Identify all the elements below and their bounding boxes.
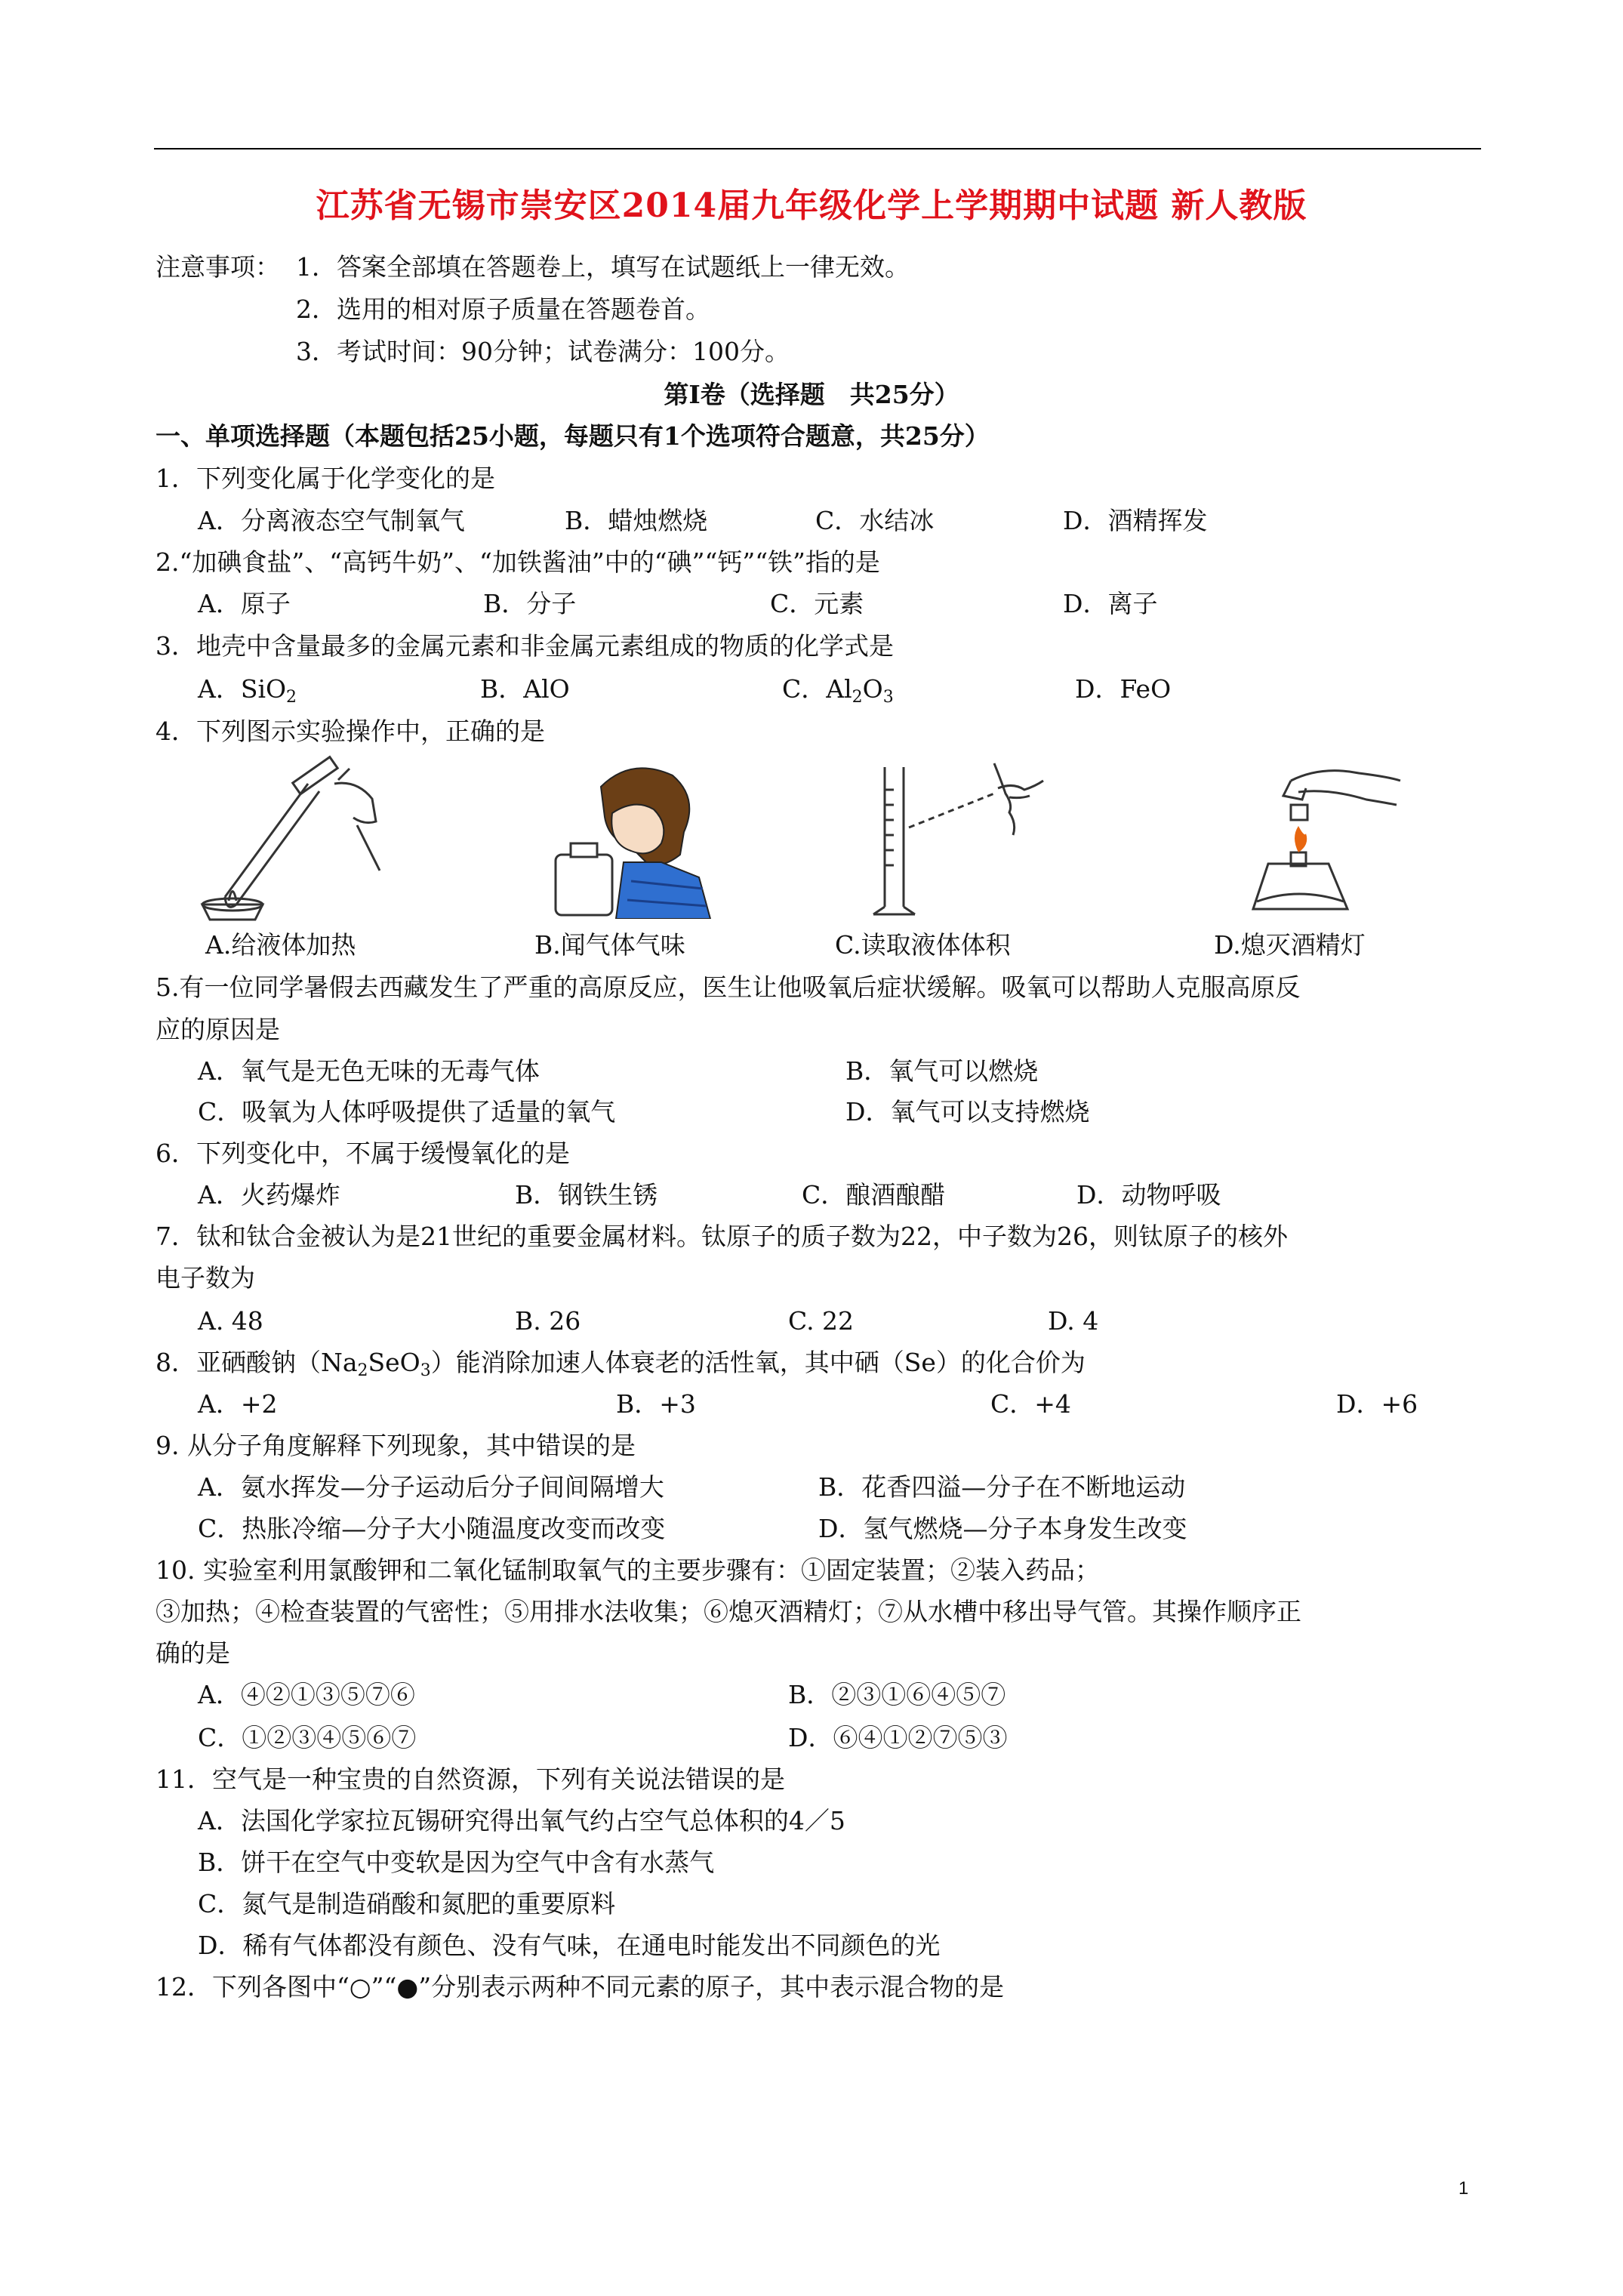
q1-stem: 1．下列变化属于化学变化的是 xyxy=(156,464,495,493)
q7-option-b: B. 26 xyxy=(515,1306,581,1336)
q1-option-a: A．分离液态空气制氧气 xyxy=(198,506,465,535)
page-number: 1 xyxy=(1458,2178,1469,2199)
q9-stem: 9. 从分子角度解释下列现象，其中错误的是 xyxy=(156,1431,636,1460)
q5-option-a: A．氧气是无色无味的无毒气体 xyxy=(198,1056,540,1086)
q8-option-a: A．+2 xyxy=(198,1389,278,1419)
q3-option-b: B．AlO xyxy=(480,674,570,704)
q3-option-d: D．FeO xyxy=(1075,674,1172,704)
q10-stem-line1: 10. 实验室利用氯酸钾和二氧化锰制取氧气的主要步骤有：①固定装置；②装入药品； xyxy=(156,1555,1100,1585)
q3-option-a: A．SiO$_2$ xyxy=(198,674,297,707)
header-rule xyxy=(154,148,1481,149)
q8-option-d: D．+6 xyxy=(1336,1389,1418,1419)
q2-option-a: A．原子 xyxy=(198,589,291,618)
q6-option-b: B．钢铁生锈 xyxy=(515,1180,658,1210)
q12-stem: 12．下列各图中“○”“●”分别表示两种不同元素的原子，其中表示混合物的是 xyxy=(156,1972,1005,2002)
q10-option-c: C．①②③④⑤⑥⑦ xyxy=(198,1723,417,1752)
q6-option-d: D．动物呼吸 xyxy=(1076,1180,1221,1210)
q5-stem-line2: 应的原因是 xyxy=(156,1015,280,1044)
notes-label: 注意事项： xyxy=(156,252,280,282)
q9-option-d: D．氢气燃烧—分子本身发生改变 xyxy=(818,1514,1187,1543)
q8-stem: 8．亚硒酸钠$(Na_2SeO_3)$能消除加速人体衰老的活性氧，其中硒（Se）的化合价为 xyxy=(156,1348,1086,1380)
q1-option-c: C．水结冰 xyxy=(815,506,935,535)
q9-option-a: A．氨水挥发—分子运动后分子间间隔增大 xyxy=(198,1472,664,1502)
page-title: 江苏省无锡市崇安区2014届九年级化学上学期期中试题 新人教版 xyxy=(316,186,1307,225)
q1-option-b: B．蜡烛燃烧 xyxy=(565,506,708,535)
q7-option-c: C. 22 xyxy=(788,1306,855,1336)
q4-option-a: A.给液体加热 xyxy=(205,930,356,960)
q9-option-b: B．花香四溢—分子在不断地运动 xyxy=(818,1472,1186,1502)
q2-stem: 2.“加碘食盐”、“高钙牛奶”、“加铁酱油”中的“碘”“钙”“铁”指的是 xyxy=(156,547,880,577)
note-3: 3．考试时间：90分钟；试卷满分：100分。 xyxy=(296,337,790,366)
q2-option-c: C．元素 xyxy=(770,589,864,618)
q5-option-c: C．吸氧为人体呼吸提供了适量的氧气 xyxy=(198,1097,616,1126)
q10-option-a: A．④②①③⑤⑦⑥ xyxy=(198,1680,415,1709)
part-title: 一、单项选择题（本题包括25小题，每题只有1个选项符合题意，共25分） xyxy=(156,421,990,451)
q10-option-d: D．⑥④①②⑦⑤③ xyxy=(788,1723,1008,1752)
q6-option-c: C．酿酒酿醋 xyxy=(802,1180,946,1210)
figure-heating-liquid xyxy=(195,754,391,923)
figure-smelling-gas xyxy=(548,757,714,919)
q7-option-a: A. 48 xyxy=(198,1306,263,1336)
q11-option-b: B．饼干在空气中变软是因为空气中含有水蒸气 xyxy=(198,1848,715,1877)
section-title: 第Ⅰ卷（选择题 共25分） xyxy=(664,380,959,409)
q3-stem: 3．地壳中含量最多的金属元素和非金属元素组成的物质的化学式是 xyxy=(156,631,894,661)
q5-option-d: D．氧气可以支持燃烧 xyxy=(845,1097,1090,1126)
q2-option-d: D．离子 xyxy=(1063,589,1158,618)
q8-option-b: B．+3 xyxy=(616,1389,696,1419)
note-2: 2．选用的相对原子质量在答题卷首。 xyxy=(296,294,710,324)
q5-option-b: B．氧气可以燃烧 xyxy=(845,1056,1039,1086)
q3-option-c: C．$Al_2O_3$ xyxy=(782,674,894,707)
q11-option-d: D．稀有气体都没有颜色、没有气味，在通电时能发出不同颜色的光 xyxy=(198,1931,941,1960)
note-1: 1．答案全部填在答题卷上，填写在试题纸上一律无效。 xyxy=(296,252,910,282)
q4-option-c: C.读取液体体积 xyxy=(835,930,1011,960)
q5-stem-line1: 5.有一位同学暑假去西藏发生了严重的高原反应，医生让他吸氧后症状缓解。吸氧可以帮助人克服高原反 xyxy=(156,972,1301,1002)
q7-option-d: D. 4 xyxy=(1048,1306,1099,1336)
q10-option-b: B．②③①⑥④⑤⑦ xyxy=(788,1680,1006,1709)
q4-stem: 4．下列图示实验操作中，正确的是 xyxy=(156,717,545,746)
q8-option-c: C．+4 xyxy=(990,1389,1071,1419)
q11-stem: 11．空气是一种宝贵的自然资源，下列有关说法错误的是 xyxy=(156,1764,785,1794)
q4-option-b: B.闻气体气味 xyxy=(534,930,685,960)
q6-stem: 6．下列变化中，不属于缓慢氧化的是 xyxy=(156,1139,570,1168)
q6-option-a: A．火药爆炸 xyxy=(198,1180,340,1210)
q11-option-a: A．法国化学家拉瓦锡研究得出氧气约占空气总体积的4／5 xyxy=(198,1806,845,1835)
q2-option-b: B．分子 xyxy=(483,589,577,618)
figure-reading-cylinder xyxy=(862,752,1058,924)
q7-stem-line2: 电子数为 xyxy=(156,1263,255,1293)
q9-option-c: C．热胀冷缩—分子大小随温度改变而改变 xyxy=(198,1514,666,1543)
q1-option-d: D．酒精挥发 xyxy=(1063,506,1208,535)
q10-stem-line2: ③加热；④检查装置的气密性；⑤用排水法收集；⑥熄灭酒精灯；⑦从水槽中移出导气管。其操作顺序正 xyxy=(156,1597,1301,1626)
figure-alcohol-lamp xyxy=(1238,758,1404,923)
q7-stem-line1: 7．钛和钛合金被认为是21世纪的重要金属材料。钛原子的质子数为22，中子数为26，则钛原子的核外 xyxy=(156,1222,1288,1251)
q11-option-c: C．氮气是制造硝酸和氮肥的重要原料 xyxy=(198,1889,616,1918)
q4-option-d: D.熄灭酒精灯 xyxy=(1214,930,1366,960)
q10-stem-line3: 确的是 xyxy=(156,1638,230,1668)
